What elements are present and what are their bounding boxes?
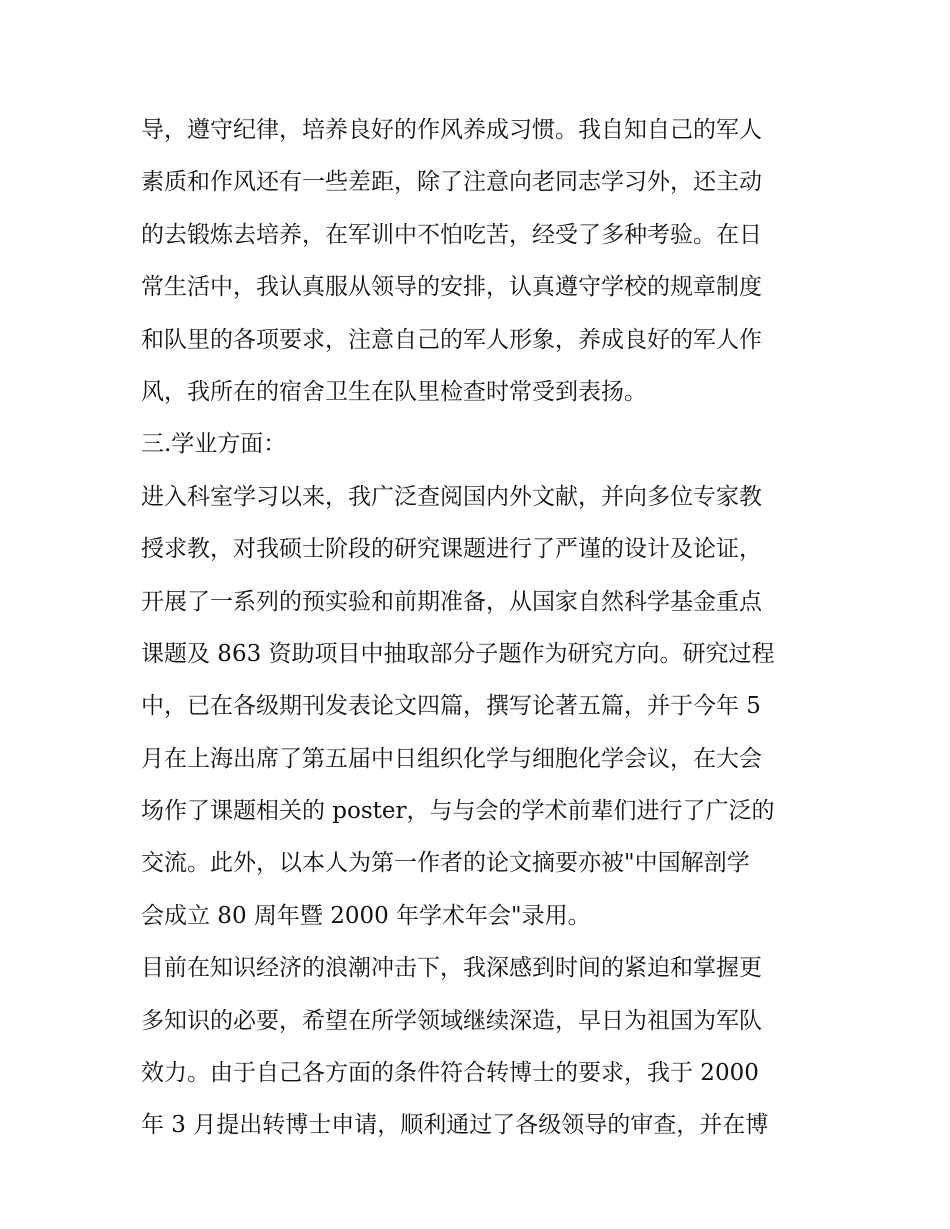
text-line: 月在上海出席了第五届中日组织化学与细胞化学会议，在大会: [141, 745, 762, 772]
text-line: 常生活中，我认真服从领导的安排，认真遵守学校的规章制度: [141, 274, 762, 301]
text-line: 的去锻炼去培养，在军训中不怕吃苦，经受了多种考验。在日: [141, 221, 762, 248]
text-line: 授求教，对我硕士阶段的研究课题进行了严谨的设计及论证，: [141, 536, 762, 563]
text-line: 年 3 月提出转博士申请，顺利通过了各级领导的审查，并在博: [141, 1112, 769, 1139]
text-line: 中，已在各级期刊发表论文四篇，撰写论著五篇，并于今年 5: [141, 693, 761, 720]
text-line: 场作了课题相关的 poster，与与会的学术前辈们进行了广泛的: [141, 798, 775, 825]
text-line: 目前在知识经济的浪潮冲击下，我深感到时间的紧迫和掌握更: [141, 955, 762, 982]
text-line: 进入科室学习以来，我广泛查阅国内外文献，并向多位专家教: [141, 483, 762, 510]
text-line: 会成立 80 周年暨 2000 年学术年会"录用。: [141, 902, 591, 929]
text-line: 多知识的必要，希望在所学领域继续深造，早日为祖国为军队: [141, 1007, 762, 1034]
text-line: 素质和作风还有一些差距，除了注意向老同志学习外，还主动: [141, 169, 762, 196]
body-text: [141, 104, 821, 1152]
text-line: 风，我所在的宿舍卫生在队里检查时常受到表扬。: [141, 378, 647, 405]
text-line: 效力。由于自己各方面的条件符合转博士的要求，我于 2000: [141, 1060, 759, 1087]
text-line: 导，遵守纪律，培养良好的作风养成习惯。我自知自己的军人: [141, 117, 762, 143]
section-heading: 三.学业方面：: [141, 431, 287, 458]
text-line: 和队里的各项要求，注意自己的军人形象，养成良好的军人作: [141, 326, 762, 353]
text-line: 开展了一系列的预实验和前期准备，从国家自然科学基金重点: [141, 588, 762, 615]
text-line: 课题及 863 资助项目中抽取部分子题作为研究方向。研究过程: [141, 640, 775, 667]
text-line: 交流。此外，以本人为第一作者的论文摘要亦被"中国解剖学: [141, 850, 750, 877]
